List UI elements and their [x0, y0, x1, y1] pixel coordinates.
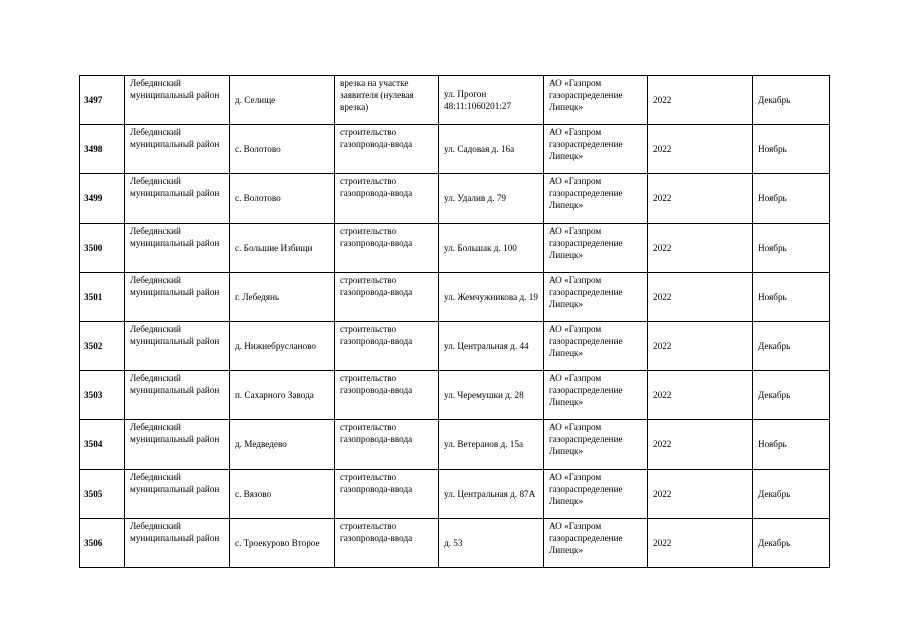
- table-row: [80, 76, 830, 125]
- work-type-cell: строительство газопровода-ввода: [335, 223, 439, 272]
- row-number: 3501: [80, 272, 125, 321]
- row-number: 3497: [80, 76, 125, 125]
- district-cell: Лебедянский муниципальный район: [125, 321, 230, 370]
- month-cell: Декабрь: [753, 76, 830, 125]
- table-row: [80, 125, 830, 174]
- settlement-cell: с. Вязово: [230, 469, 335, 518]
- settlement-cell: с. Волотово: [230, 125, 335, 174]
- year-cell: 2022: [648, 469, 753, 518]
- district-cell: Лебедянский муниципальный район: [125, 76, 230, 125]
- settlement-cell: с. Большие Избищи: [230, 223, 335, 272]
- year-cell: 2022: [648, 272, 753, 321]
- address-cell: ул. Прогон 48:11:1060201:27: [439, 76, 544, 125]
- address-cell: д. 53: [439, 518, 544, 567]
- work-type-cell: строительство газопровода-ввода: [335, 321, 439, 370]
- address-cell: ул. Ветеранов д. 15а: [439, 420, 544, 469]
- row-number: 3505: [80, 469, 125, 518]
- table-row: [80, 174, 830, 223]
- year-cell: 2022: [648, 420, 753, 469]
- settlement-cell: с. Троекурово Второе: [230, 518, 335, 567]
- organization-cell: АО «Газпром газораспределение Липецк»: [544, 125, 648, 174]
- settlement-cell: д. Медведево: [230, 420, 335, 469]
- address-cell: ул. Центральная д. 87А: [439, 469, 544, 518]
- organization-cell: АО «Газпром газораспределение Липецк»: [544, 272, 648, 321]
- year-cell: 2022: [648, 371, 753, 420]
- settlement-cell: п. Сахарного Завода: [230, 371, 335, 420]
- month-cell: Декабрь: [753, 518, 830, 567]
- settlement-cell: д. Селище: [230, 76, 335, 125]
- address-cell: ул. Жемчужникова д. 19: [439, 272, 544, 321]
- organization-cell: АО «Газпром газораспределение Липецк»: [544, 174, 648, 223]
- settlement-cell: д. Нижнебрусланово: [230, 321, 335, 370]
- work-type-cell: врезка на участке заявителя (нулевая врезка): [335, 76, 439, 125]
- month-cell: Ноябрь: [753, 125, 830, 174]
- organization-cell: АО «Газпром газораспределение Липецк»: [544, 321, 648, 370]
- organization-cell: АО «Газпром газораспределение Липецк»: [544, 420, 648, 469]
- address-cell: ул. Садовая д. 16а: [439, 125, 544, 174]
- row-number: 3502: [80, 321, 125, 370]
- address-cell: ул. Центральная д. 44: [439, 321, 544, 370]
- district-cell: Лебедянский муниципальный район: [125, 125, 230, 174]
- address-cell: ул. Черемушки д. 28: [439, 371, 544, 420]
- work-type-cell: строительство газопровода-ввода: [335, 371, 439, 420]
- district-cell: Лебедянский муниципальный район: [125, 518, 230, 567]
- year-cell: 2022: [648, 125, 753, 174]
- year-cell: 2022: [648, 223, 753, 272]
- table-row: [80, 518, 830, 567]
- address-cell: ул. Удалив д. 79: [439, 174, 544, 223]
- district-cell: Лебедянский муниципальный район: [125, 174, 230, 223]
- organization-cell: АО «Газпром газораспределение Липецк»: [544, 223, 648, 272]
- month-cell: Ноябрь: [753, 420, 830, 469]
- month-cell: Ноябрь: [753, 174, 830, 223]
- month-cell: Декабрь: [753, 469, 830, 518]
- month-cell: Декабрь: [753, 321, 830, 370]
- month-cell: Декабрь: [753, 371, 830, 420]
- table-row: [80, 420, 830, 469]
- year-cell: 2022: [648, 321, 753, 370]
- organization-cell: АО «Газпром газораспределение Липецк»: [544, 371, 648, 420]
- row-number: 3500: [80, 223, 125, 272]
- settlement-cell: г. Лебедянь: [230, 272, 335, 321]
- district-cell: Лебедянский муниципальный район: [125, 223, 230, 272]
- month-cell: Ноябрь: [753, 272, 830, 321]
- table-row: [80, 223, 830, 272]
- row-number: 3504: [80, 420, 125, 469]
- gas-connection-table: [79, 75, 830, 568]
- row-number: 3503: [80, 371, 125, 420]
- row-number: 3499: [80, 174, 125, 223]
- work-type-cell: строительство газопровода-ввода: [335, 272, 439, 321]
- table-row: [80, 272, 830, 321]
- district-cell: Лебедянский муниципальный район: [125, 272, 230, 321]
- organization-cell: АО «Газпром газораспределение Липецк»: [544, 469, 648, 518]
- table-row: [80, 469, 830, 518]
- district-cell: Лебедянский муниципальный район: [125, 420, 230, 469]
- row-number: 3498: [80, 125, 125, 174]
- organization-cell: АО «Газпром газораспределение Липецк»: [544, 76, 648, 125]
- work-type-cell: строительство газопровода-ввода: [335, 125, 439, 174]
- work-type-cell: строительство газопровода-ввода: [335, 518, 439, 567]
- table-row: [80, 321, 830, 370]
- year-cell: 2022: [648, 518, 753, 567]
- year-cell: 2022: [648, 174, 753, 223]
- table-body: [80, 76, 830, 568]
- work-type-cell: строительство газопровода-ввода: [335, 174, 439, 223]
- work-type-cell: строительство газопровода-ввода: [335, 420, 439, 469]
- work-type-cell: строительство газопровода-ввода: [335, 469, 439, 518]
- table-row: [80, 371, 830, 420]
- organization-cell: АО «Газпром газораспределение Липецк»: [544, 518, 648, 567]
- district-cell: Лебедянский муниципальный район: [125, 371, 230, 420]
- row-number: 3506: [80, 518, 125, 567]
- year-cell: 2022: [648, 76, 753, 125]
- district-cell: Лебедянский муниципальный район: [125, 469, 230, 518]
- address-cell: ул. Большак д. 100: [439, 223, 544, 272]
- settlement-cell: с. Волотово: [230, 174, 335, 223]
- month-cell: Ноябрь: [753, 223, 830, 272]
